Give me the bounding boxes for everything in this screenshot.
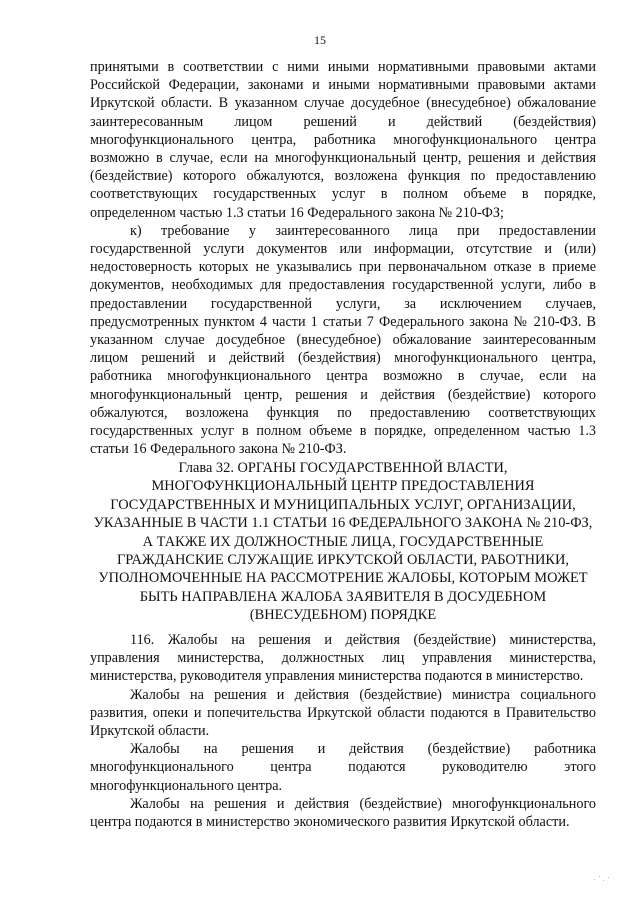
- paragraph-minister-complaints: Жалобы на решения и действия (бездействие) министра социального развития, опеки и попечительства Иркутской области подаются в Правительство Иркутской области.: [90, 686, 596, 740]
- paragraph-mfc-complaints: Жалобы на решения и действия (бездействие) многофункционального центра подаются в министерство экономического развития Иркутской области.: [90, 795, 596, 831]
- scan-speckle-marks: [594, 875, 612, 883]
- body-text-bottom: [90, 631, 596, 831]
- paragraph-116: 116. Жалобы на решения и действия (бездействие) министерства, управления министерства, должностных лиц управления министерства, министерства, руководителя управления министерства подаются в министерство.: [90, 632, 596, 685]
- paragraph-continuation: принятыми в соответствии с ними иными нормативными правовыми актами Российской Федерации, законами и иными нормативными правовыми актами Иркутской области. В указанном случае досудебное (внесудебное) обжалование заинтересованным лицом решений и действий (бездействия) многофункционального центра, работника многофункционального центра возможно в случае, если на многофункциональный центр, решения и действия (бездействие) которого обжалуются, возложена функция по предоставлению соответствующих государственных услуг в полном объеме в порядке, определенном частью 1.3 статьи 16 Федерального закона № 210-ФЗ;: [90, 59, 596, 221]
- body-text-top: [90, 58, 596, 458]
- paragraph-mfc-worker-complaints: Жалобы на решения и действия (бездействие) работника многофункционального центра подаются руководителю этого многофункционального центра.: [90, 741, 596, 794]
- paragraph-item-k: к) требование у заинтересованного лица при предоставлении государственной услуги документов или информации, отсутствие и (или) недостоверность которых не указывались при первоначальном отказе в приеме документов, необходимых для предоставления государственной услуги, либо в предоставлении государственной услуги, за исключением случаев, предусмотренных пунктом 4 части 1 статьи 7 Федерального закона № 210-ФЗ. В указанном случае досудебное (внесудебное) обжалование заинтересованным лицом решений и действий (бездействия) многофункционального центра, работника многофункционального центра возможно в случае, если на многофункциональный центр, решения и действия (бездействие) которого обжалуются, возложена функция по предоставлению соответствующих государственных услуг в полном объеме в порядке, определенном частью 1.3 статьи 16 Федерального закона № 210-ФЗ.: [90, 222, 596, 458]
- chapter-heading: Глава 32. ОРГАНЫ ГОСУДАРСТВЕННОЙ ВЛАСТИ, МНОГОФУНКЦИОНАЛЬНЫЙ ЦЕНТР ПРЕДОСТАВЛЕНИЯ ГОСУДАРСТВЕННЫХ И МУНИЦИПАЛЬНЫХ УСЛУГ, ОРГАНИЗАЦИИ, УКАЗАННЫЕ В ЧАСТИ 1.1 СТАТЬИ 16 ФЕДЕРАЛЬНОГО ЗАКОНА № 210-ФЗ, А ТАКЖЕ ИХ ДОЛЖНОСТНЫЕ ЛИЦА, ГОСУДАРСТВЕННЫЕ ГРАЖДАНСКИЕ СЛУЖАЩИЕ ИРКУТСКОЙ ОБЛАСТИ, РАБОТНИКИ, УПОЛНОМОЧЕННЫЕ НА РАССМОТРЕНИЕ ЖАЛОБЫ, КОТОРЫМ МОЖЕТ БЫТЬ НАПРАВЛЕНА ЖАЛОБА ЗАЯВИТЕЛЯ В ДОСУДЕБНОМ (ВНЕСУДЕБНОМ) ПОРЯДКЕ: [93, 460, 593, 624]
- page-number: 15: [314, 33, 326, 47]
